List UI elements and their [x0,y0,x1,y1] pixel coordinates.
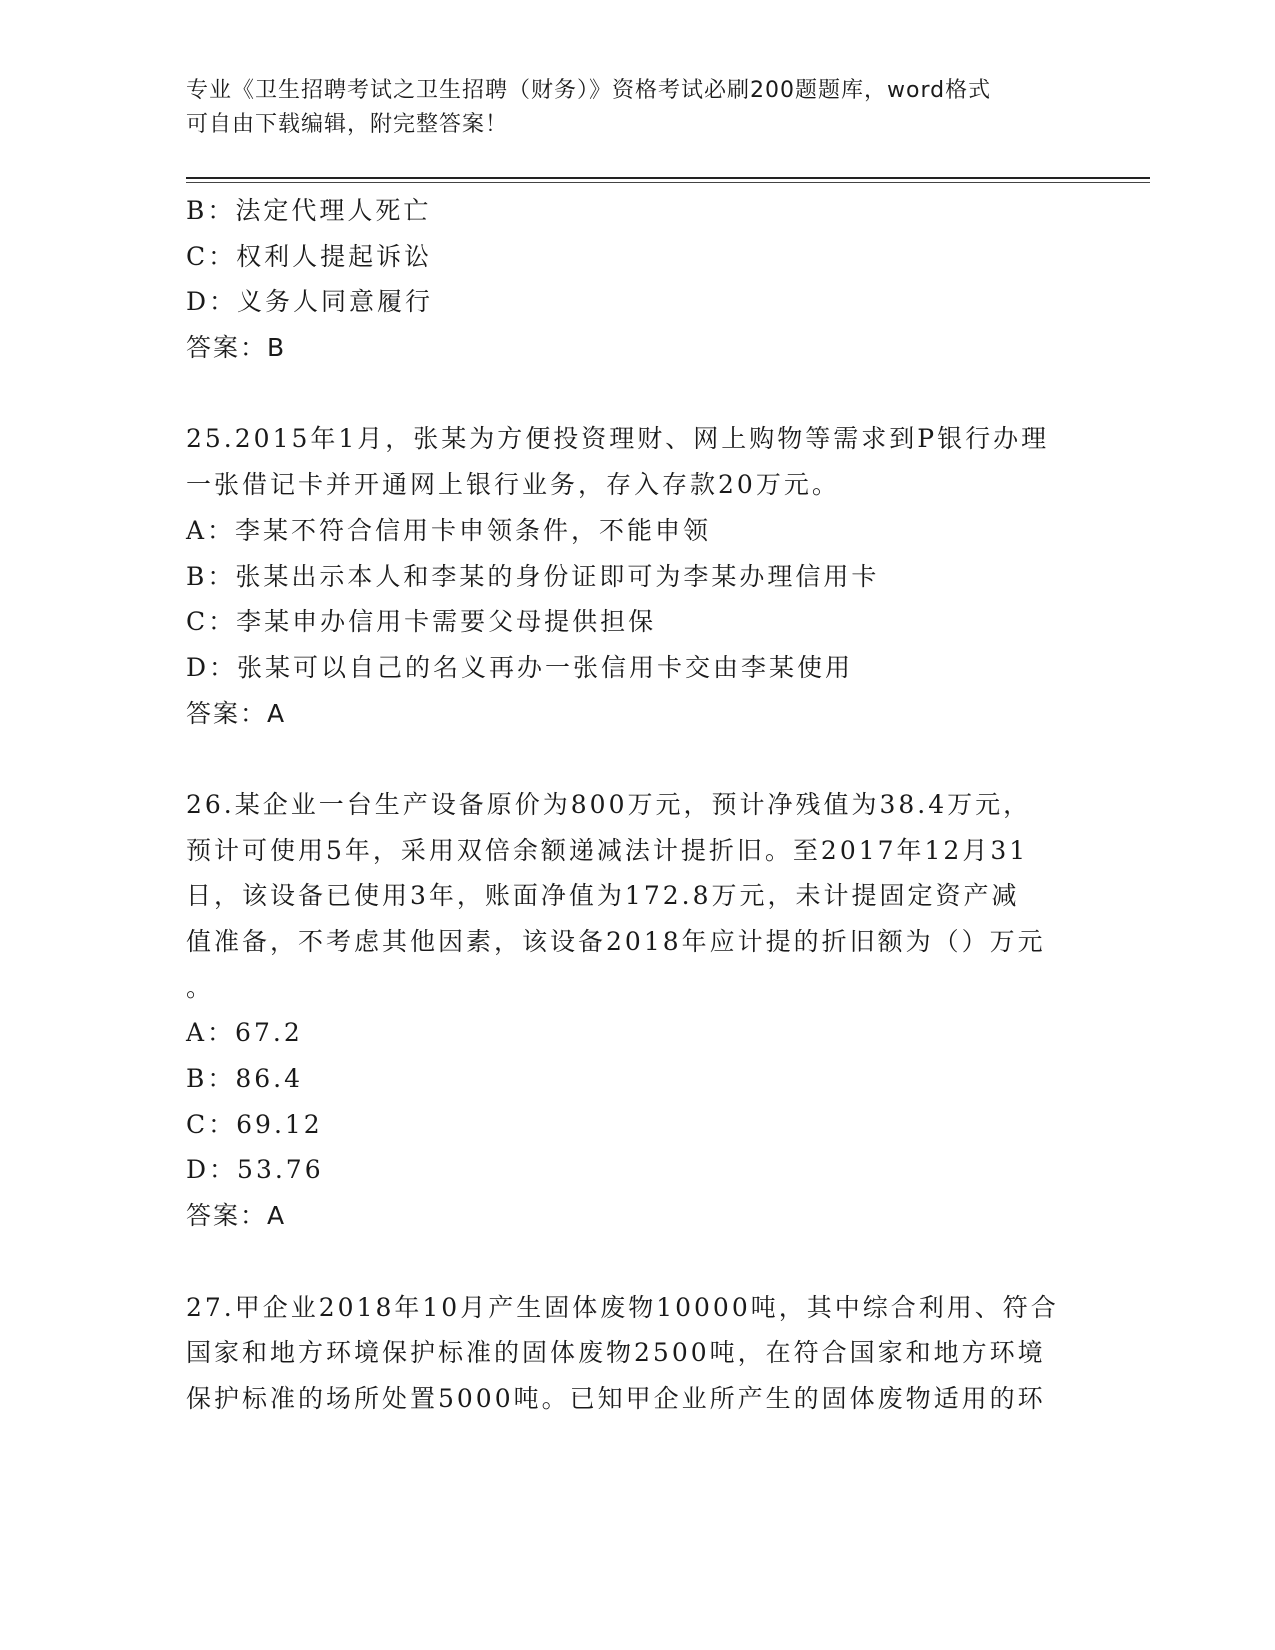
q25-answer: 答案：A [186,698,287,728]
q26-stem-line-4: 值准备，不考虑其他因素，该设备2018年应计提的折旧额为（）万元 [186,927,1046,956]
q27-stem-line-2: 国家和地方环境保护标准的固体废物2500吨，在符合国家和地方环境 [186,1338,1046,1368]
q26-answer: 答案：A [186,1201,287,1231]
q25-option-c: C：李某申办信用卡需要父母提供担保 [186,607,657,637]
q26-option-b: B：86.4 [186,1064,304,1094]
header-line-1: 专业《卫生招聘考试之卫生招聘（财务）》资格考试必刷200题题库，word格式 [186,78,992,103]
q26-stem-line-3: 日，该设备已使用3年，账面净值为172.8万元，未计提固定资产减 [186,881,1020,911]
q24-option-d: D：义务人同意履行 [186,287,434,317]
q26-option-a: A：67.2 [186,1018,303,1048]
spacer [186,1239,1086,1285]
header-divider-thick [186,177,1150,179]
question-27-block [186,1285,1086,1422]
q25-option-b: B：张某出示本人和李某的身份证即可为李某办理信用卡 [186,561,880,591]
q26-option-c: C：69.12 [186,1109,323,1139]
q25-option-d: D：张某可以自己的名义再办一张信用卡交由李某使用 [186,652,854,682]
document-header [186,74,1066,142]
q26-stem-line-2: 预计可使用5年，采用双倍余额递减法计提折旧。至2017年12月31 [186,835,1029,865]
q27-stem-line-1: 27.甲企业2018年10月产生固体废物10000吨，其中综合利用、符合 [186,1292,1059,1322]
question-25-block [186,416,1086,736]
q24-answer: 答案：B [186,333,287,363]
q24-option-b: B：法定代理人死亡 [186,196,432,225]
q25-stem-line-1: 25.2015年1月，张某为方便投资理财、网上购物等需求到P银行办理 [186,424,1050,454]
q25-stem-line-2: 一张借记卡并开通网上银行业务，存入存款20万元。 [186,470,840,500]
q26-option-d: D：53.76 [186,1155,324,1185]
spacer [186,371,1086,417]
q24-option-c: C：权利人提起诉讼 [186,241,433,271]
header-divider-thin [186,182,1150,183]
q27-stem-line-3: 保护标准的场所处置5000吨。已知甲企业所产生的固体废物适用的环 [186,1383,1046,1413]
q26-stem-line-5: 。 [186,972,215,1002]
question-26-block [186,782,1086,1239]
q26-stem-line-1: 26.某企业一台生产设备原价为800万元，预计净残值为38.4万元， [186,789,1032,819]
q25-option-a: A：李某不符合信用卡申领条件，不能申领 [186,515,712,545]
question-24-block [186,188,1086,371]
spacer [186,736,1086,782]
question-content [186,188,1086,1422]
header-line-2: 可自由下载编辑，附完整答案！ [186,112,509,137]
